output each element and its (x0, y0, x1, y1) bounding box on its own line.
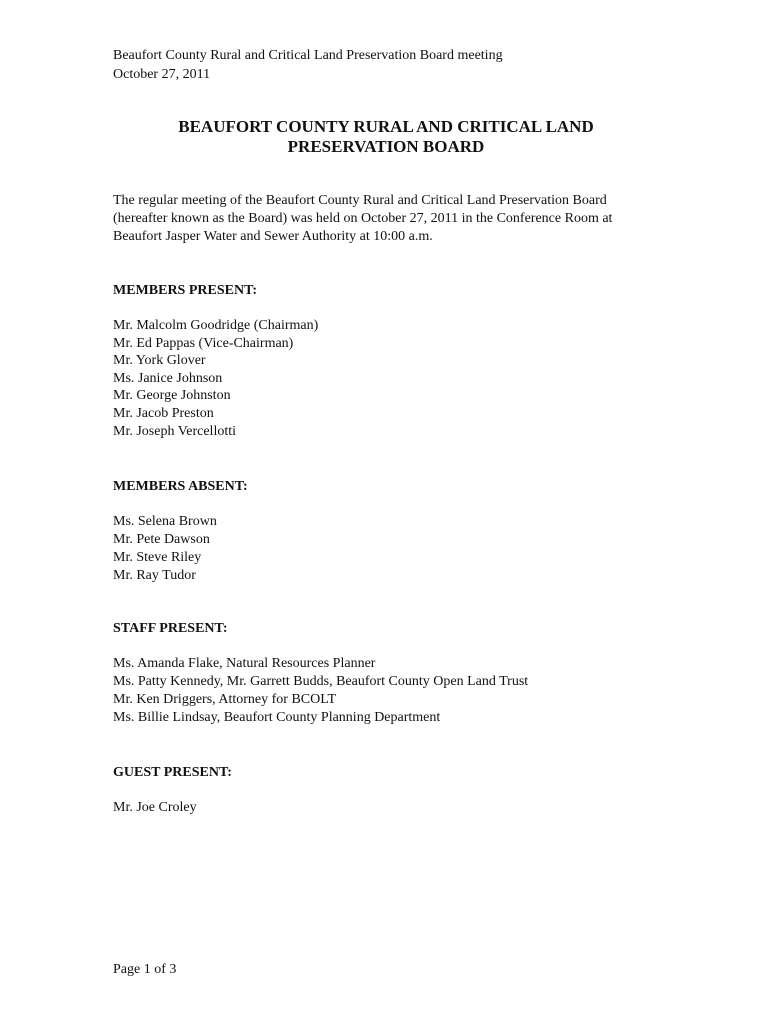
members-absent-item: Mr. Ray Tudor (113, 568, 196, 583)
members-present-item: Mr. Malcolm Goodridge (Chairman) (113, 318, 319, 333)
members-present-item: Mr. York Glover (113, 353, 206, 368)
members-present-item: Mr. Joseph Vercellotti (113, 424, 237, 439)
document-title-line-1: BEAUFORT COUNTY RURAL AND CRITICAL LAND (178, 117, 594, 136)
staff-present-item: Ms. Billie Lindsay, Beaufort County Planning Department (113, 710, 441, 725)
members-present-item: Mr. Ed Pappas (Vice-Chairman) (113, 336, 294, 351)
members-present-item: Mr. George Johnston (113, 388, 231, 403)
intro-paragraph-line-1: The regular meeting of the Beaufort County Rural and Critical Land Preservation Board (113, 193, 607, 208)
members-present-item: Mr. Jacob Preston (113, 406, 214, 421)
running-header-title: Beaufort County Rural and Critical Land Preservation Board meeting (113, 48, 503, 63)
members-present-heading: MEMBERS PRESENT: (113, 283, 258, 298)
intro-paragraph-line-2: (hereafter known as the Board) was held on October 27, 2011 in the Conference Room at (113, 211, 613, 226)
members-present-item: Ms. Janice Johnson (113, 371, 223, 386)
staff-present-heading: STAFF PRESENT: (113, 621, 228, 636)
members-absent-item: Ms. Selena Brown (113, 514, 217, 529)
guest-present-item: Mr. Joe Croley (113, 800, 197, 815)
staff-present-item: Mr. Ken Driggers, Attorney for BCOLT (113, 692, 337, 707)
running-header-date: October 27, 2011 (113, 67, 211, 82)
members-absent-item: Mr. Pete Dawson (113, 532, 210, 547)
guest-present-heading: GUEST PRESENT: (113, 765, 232, 780)
document-title-line-2: PRESERVATION BOARD (287, 137, 485, 156)
members-absent-heading: MEMBERS ABSENT: (113, 479, 248, 494)
members-absent-item: Mr. Steve Riley (113, 550, 202, 565)
page-number: Page 1 of 3 (113, 962, 177, 977)
intro-paragraph-line-3: Beaufort Jasper Water and Sewer Authority at 10:00 a.m. (113, 229, 433, 244)
staff-present-item: Ms. Patty Kennedy, Mr. Garrett Budds, Beaufort County Open Land Trust (113, 674, 529, 689)
staff-present-item: Ms. Amanda Flake, Natural Resources Planner (113, 656, 376, 671)
